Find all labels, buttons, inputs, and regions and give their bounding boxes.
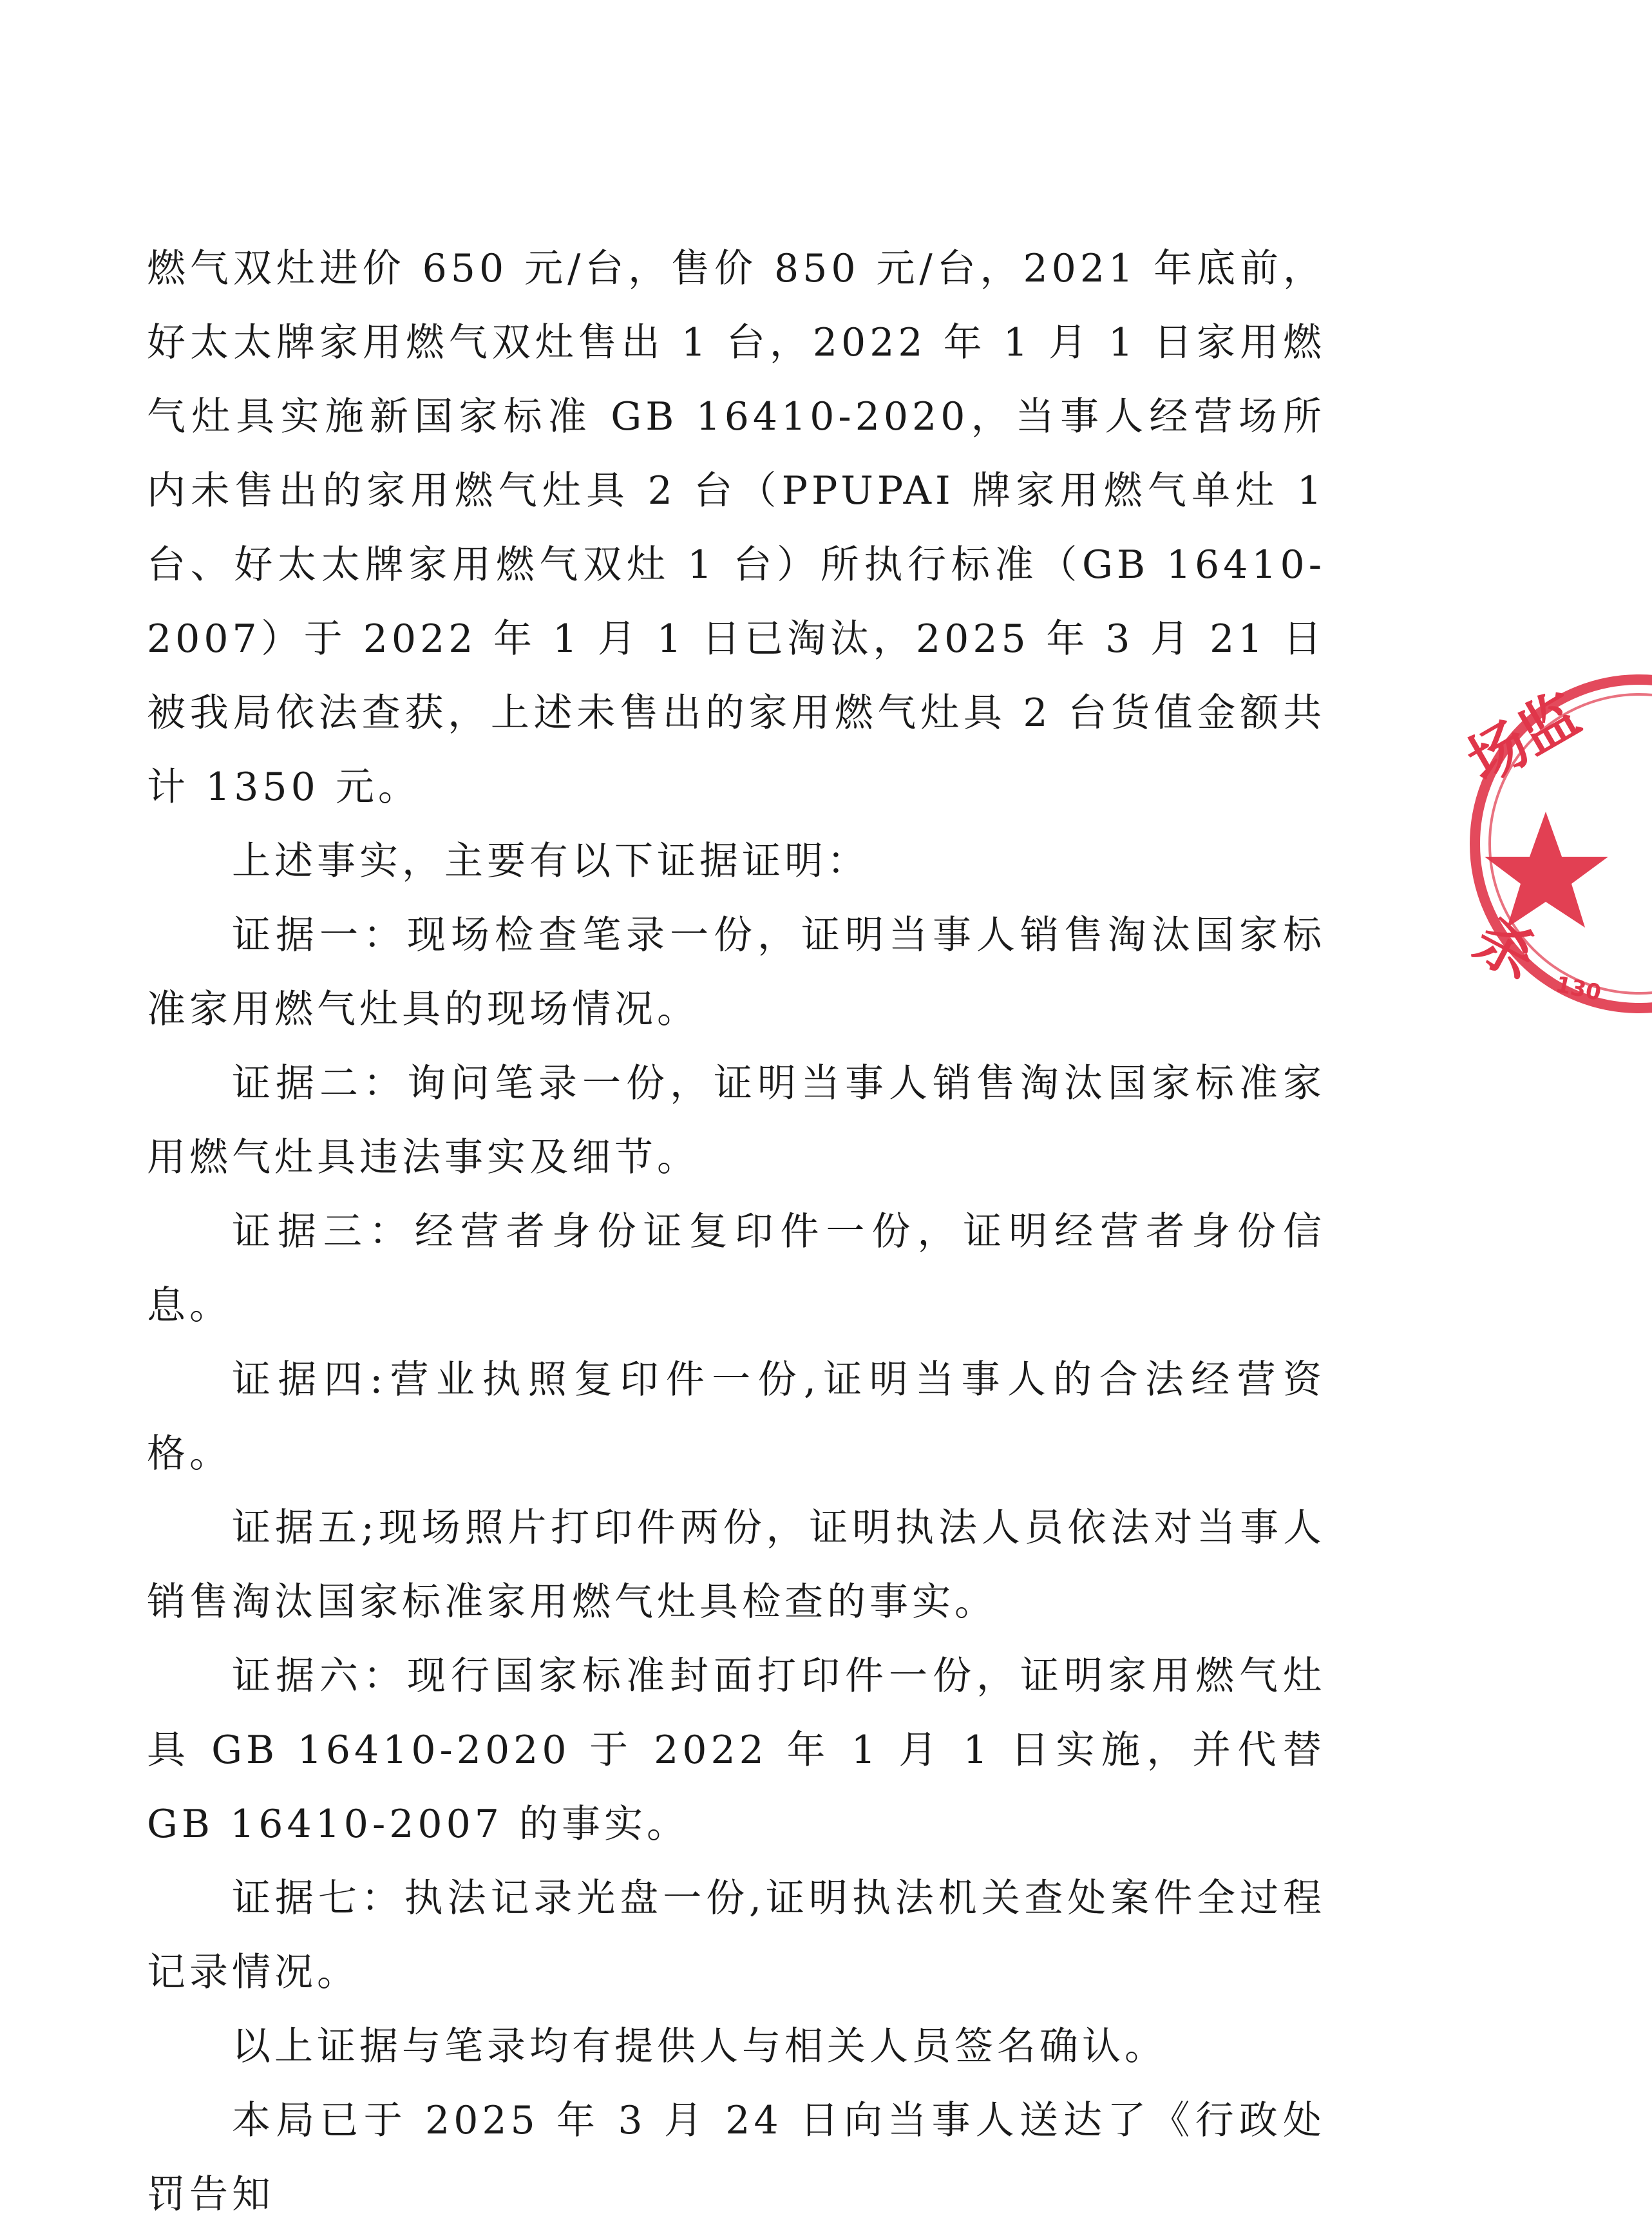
seal-number: 130 [1553,971,1604,1007]
paragraph-evidence-intro: 上述事实，主要有以下证据证明： [232,839,869,884]
official-seal-stamp [1456,670,1652,1018]
paragraph-evidence-3: 证据三：经营者身份证复印件一份，证明经营者身份信息。 [147,1209,1325,1328]
paragraph-evidence-6: 证据六：现行国家标准封面打印件一份，证明家用燃气灶具 GB 16410-2020 于 2022 年 1 月 1 日实施，并代替 GB 16410-2007 的事实。 [147,1654,1325,1847]
seal-text-bottom: 杀 [1463,905,1547,993]
paragraph-notice-delivered: 本局已于 2025 年 3 月 24 日向当事人送达了《行政处罚告知 [147,2098,1325,2217]
paragraph-evidence-7: 证据七：执法记录光盘一份,证明执法机关查处案件全过程记录情况。 [147,1876,1325,1995]
paragraph-evidence-1: 证据一：现场检查笔录一份，证明当事人销售淘汰国家标准家用燃气灶具的现场情况。 [147,913,1325,1032]
paragraph-facts-continued: 燃气双灶进价 650 元/台，售价 850 元/台，2021 年底前，好太太牌家用燃气双灶售出 1 台，2022 年 1 月 1 日家用燃气灶具实施新国家标准 GB 16410-2020，当事人经营场所内未售出的家用燃气灶具 2 台（PPUPAI 牌家用燃气单灶 1 台、好太太牌家用燃气双灶 1 台）所执行标准（GB 16410-2007）于 2022 年 1 月 1 日已淘汰，2025 年 3 月 21 日被我局依法查获，上述未售出的家用燃气灶具 2 台货值金额共计 1350 元。 [147,246,1325,810]
seal-text-top: 场监 [1456,679,1591,797]
paragraph-evidence-4: 证据四:营业执照复印件一份,证明当事人的合法经营资格。 [147,1357,1325,1476]
document-body [147,232,1325,2232]
paragraph-evidence-signed: 以上证据与笔录均有提供人与相关人员签名确认。 [232,2024,1167,2069]
paragraph-evidence-5: 证据五;现场照片打印件两份，证明执法人员依法对当事人销售淘汰国家标准家用燃气灶具检查的事实。 [147,1505,1325,1625]
paragraph-evidence-2: 证据二：询问笔录一份，证明当事人销售淘汰国家标准家用燃气灶具违法事实及细节。 [147,1061,1325,1180]
